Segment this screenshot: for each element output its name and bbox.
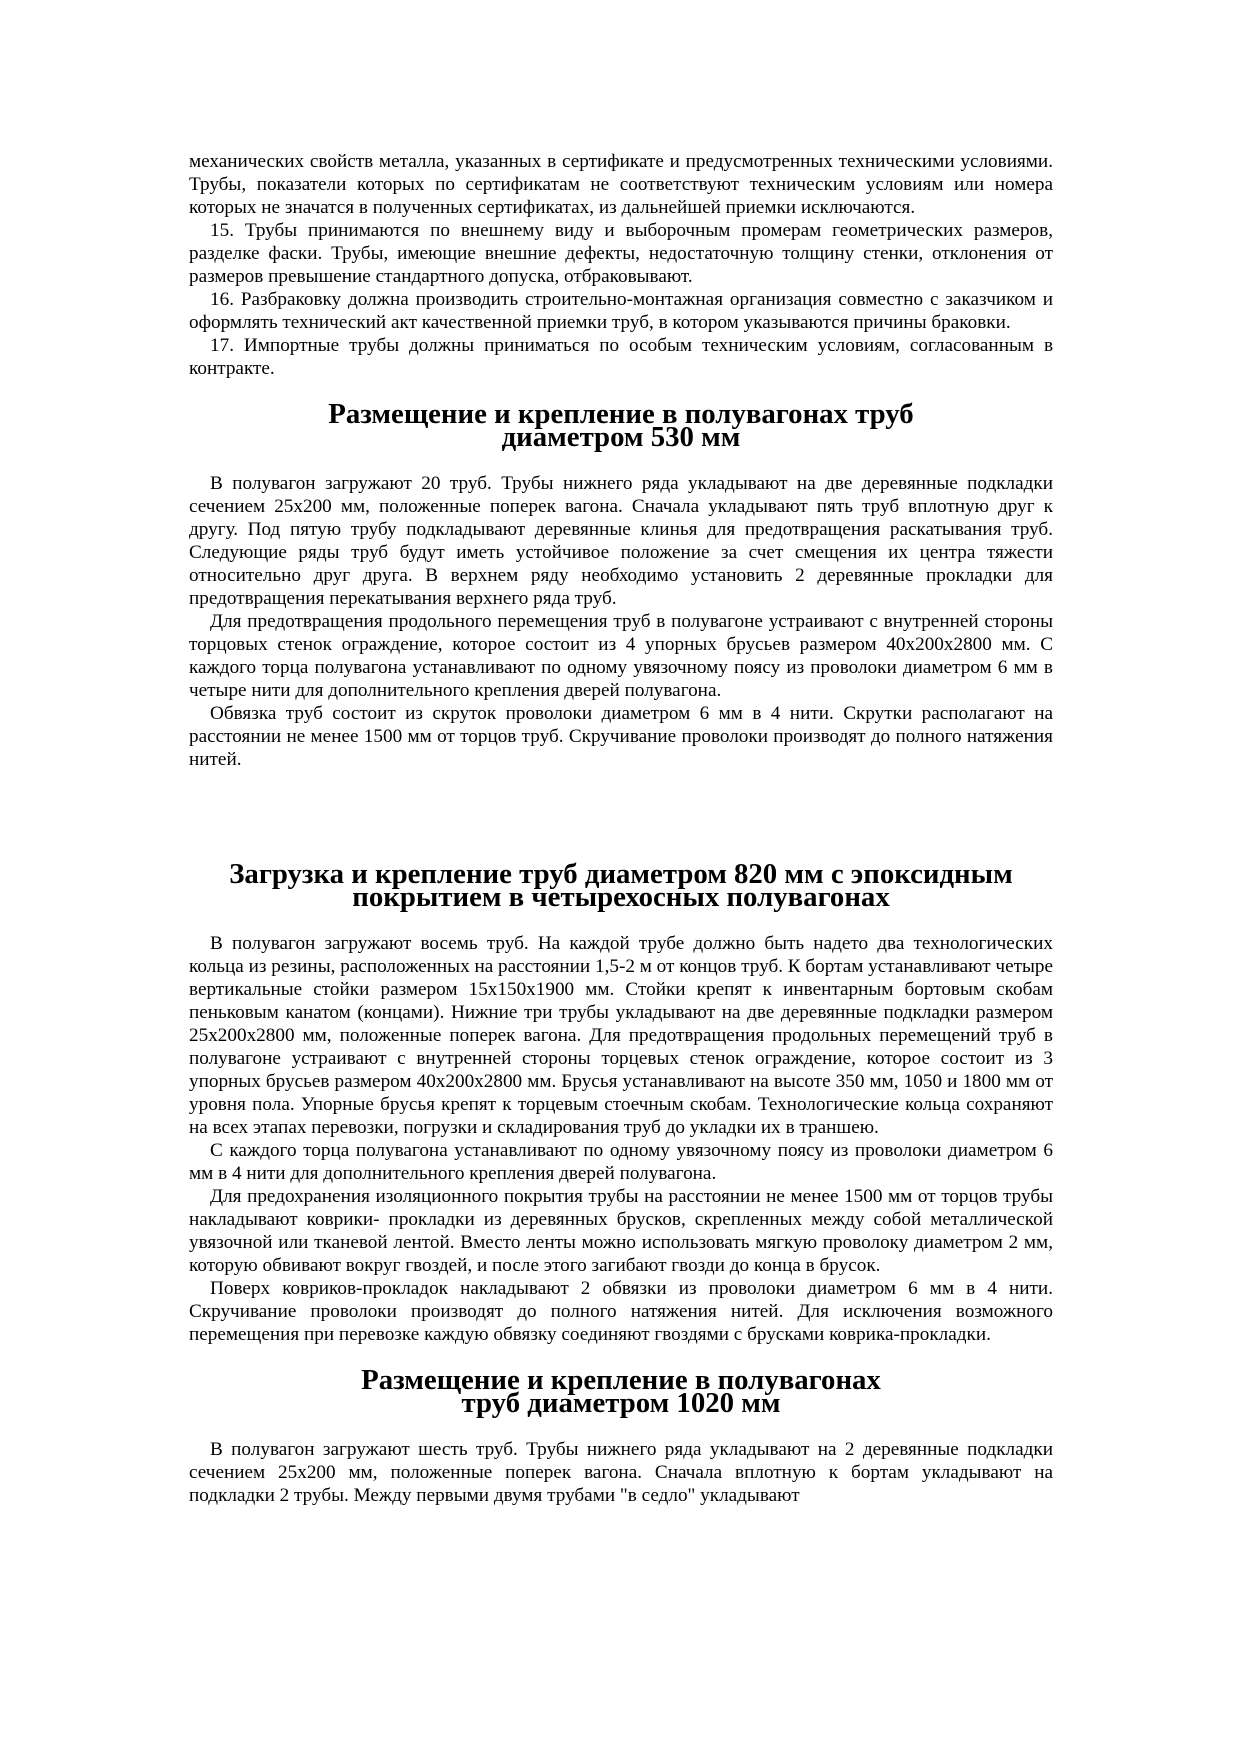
- document-page: [189, 150, 1053, 1507]
- section-530-paragraph-2: Для предотвращения продольного перемещения труб в полувагоне устраивают с внутренней стороны торцовых стенок ограждение, которое состоит из 4 упорных брусьев размером 40х200х2800 мм. С каждого торца полувагона устанавливают по одному увязочному поясу из проволоки диаметром 6 мм в четыре нити для дополнительного крепления дверей полувагона.: [189, 611, 1053, 701]
- section-heading-530: [189, 398, 1053, 453]
- paragraph-continued: механических свойств металла, указанных в сертификате и предусмотренных техническими условиями. Трубы, показатели которых по сертификатам не соответствуют техническим условиям или номера которых не значатся в полученных сертификатах, из дальнейшей приемки исключаются.: [189, 151, 1053, 218]
- heading-line-2: диаметром 530 мм: [501, 421, 741, 453]
- section-530-paragraph-1: В полувагон загружают 20 труб. Трубы нижнего ряда укладывают на две деревянные подкладки сечением 25х200 мм, положенные поперек вагона. Сначала укладывают пять труб вплотную друг к другу. Под пятую трубу подкладывают деревянные клинья для предотвращения раскатывания труб. Следующие ряды труб будут иметь устойчивое положение за счет смещения их центра тяжести относительно друг друга. В верхнем ряду необходимо установить 2 деревянные прокладки для предотвращения перекатывания верхнего ряда труб.: [189, 473, 1053, 609]
- section-820-paragraph-2: С каждого торца полувагона устанавливают по одному увязочному поясу из проволоки диаметром 6 мм в 4 нити для дополнительного крепления дверей полувагона.: [189, 1140, 1053, 1184]
- heading-line-1: Загрузка и крепление труб диаметром 820 мм с эпоксидным: [229, 858, 1013, 890]
- paragraph-17: 17. Импортные трубы должны приниматься по особым техническим условиям, согласованным в контракте.: [189, 335, 1053, 379]
- section-820-paragraph-1: В полувагон загружают восемь труб. На каждой трубе должно быть надето два технологических кольца из резины, расположенных на расстоянии 1,5-2 м от концов труб. К бортам устанавливают четыре вертикальные стойки размером 15х150х1900 мм. Стойки крепят к инвентарным бортовым скобам пеньковым канатом (концами). Нижние три трубы укладывают на две деревянные подкладки размером 25х200х2800 мм, положенные поперек вагона. Для предотвращения продольных перемещений труб в полувагоне устраивают с внутренней стороны торцевых стенок ограждение, которое состоит из 3 упорных брусьев размером 40х200х2800 мм. Брусья устанавливают на высоте 350 мм, 1050 и 1800 мм от уровня пола. Упорные брусья крепят к торцевым стоечным скобам. Технологические кольца сохраняют на всех этапах перевозки, погрузки и складирования труб до укладки их в траншею.: [189, 933, 1053, 1138]
- heading-line-2: покрытием в четырехосных полувагонах: [352, 881, 890, 913]
- spacer: [189, 771, 1053, 863]
- section-1020-paragraph-1: В полувагон загружают шесть труб. Трубы нижнего ряда укладывают на 2 деревянные подкладки сечением 25х200 мм, положенные поперек вагона. Сначала вплотную к бортам укладывают на подкладки 2 трубы. Между первыми двумя трубами "в седло" укладывают: [189, 1439, 1053, 1506]
- heading-line-1: Размещение и крепление в полувагонах: [361, 1364, 881, 1396]
- paragraph-16: 16. Разбраковку должна производить строительно-монтажная организация совместно с заказчиком и оформлять технический акт качественной приемки труб, в котором указываются причины браковки.: [189, 289, 1053, 333]
- paragraph-15: 15. Трубы принимаются по внешнему виду и выборочным промерам геометрических размеров, разделке фаски. Трубы, имеющие внешние дефекты, недостаточную толщину стенки, отклонения от размеров превышение стандартного допуска, отбраковывают.: [189, 220, 1053, 287]
- section-heading-820: [189, 858, 1053, 913]
- section-820-paragraph-3: Для предохранения изоляционного покрытия трубы на расстоянии не менее 1500 мм от торцов трубы накладывают коврики- прокладки из деревянных брусков, скрепленных между собой металлической увязочной или тканевой лентой. Вместо ленты можно использовать мягкую проволоку диаметром 2 мм, которую обвивают вокруг гвоздей, и после этого загибают гвозди до конца в брусок.: [189, 1186, 1053, 1276]
- section-530-paragraph-3: Обвязка труб состоит из скруток проволоки диаметром 6 мм в 4 нити. Скрутки располагают на расстоянии не менее 1500 мм от торцов труб. Скручивание проволоки производят до полного натяжения нитей.: [189, 703, 1053, 770]
- section-heading-1020: [189, 1364, 1053, 1419]
- heading-line-2: труб диаметром 1020 мм: [461, 1387, 781, 1419]
- section-820-paragraph-4: Поверх ковриков-прокладок накладывают 2 обвязки из проволоки диаметром 6 мм в 4 нити. Скручивание проволоки производят до полного натяжения нитей. Для исключения возможного перемещения при перевозке каждую обвязку соединяют гвоздями с брусками коврика-прокладки.: [189, 1278, 1053, 1345]
- heading-line-1: Размещение и крепление в полувагонах труб: [328, 398, 914, 430]
